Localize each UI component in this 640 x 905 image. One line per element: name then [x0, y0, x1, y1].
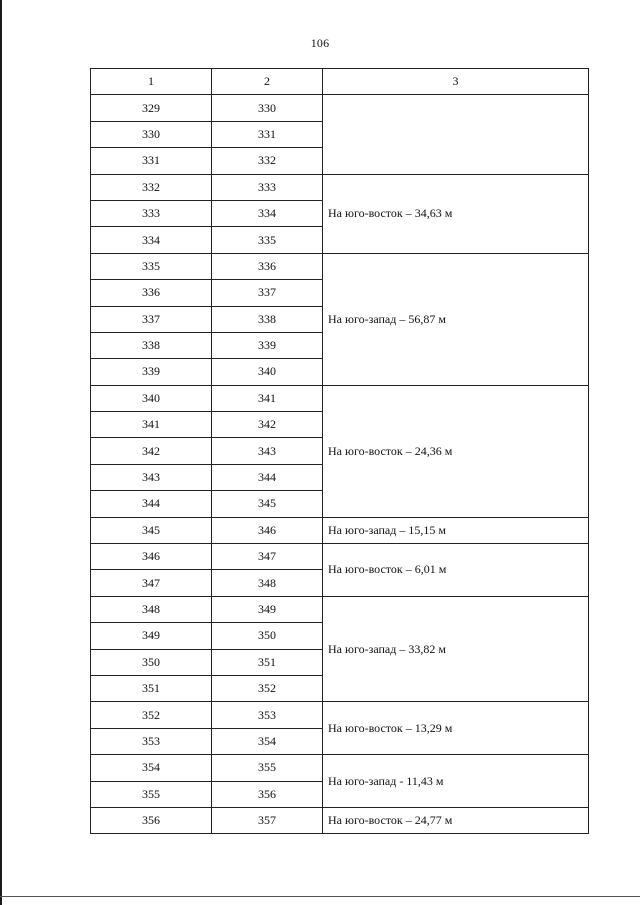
direction-distance-cell: На юго-запад – 33,82 м — [323, 596, 589, 702]
table-row — [91, 702, 589, 728]
point-to-cell: 349 — [212, 596, 323, 622]
table-row — [91, 517, 589, 543]
direction-distance-cell — [323, 95, 589, 174]
table-row — [91, 544, 589, 570]
point-to-cell: 339 — [212, 332, 323, 358]
point-from-cell: 349 — [91, 623, 212, 649]
point-from-cell: 353 — [91, 728, 212, 754]
column-header: 3 — [323, 69, 589, 95]
point-from-cell: 342 — [91, 438, 212, 464]
scan-edge-line — [0, 0, 2, 905]
point-from-cell: 341 — [91, 412, 212, 438]
point-from-cell: 330 — [91, 121, 212, 147]
table-header-row — [91, 69, 589, 95]
point-to-cell: 350 — [212, 623, 323, 649]
point-to-cell: 332 — [212, 148, 323, 174]
point-from-cell: 355 — [91, 781, 212, 807]
point-to-cell: 351 — [212, 649, 323, 675]
point-from-cell: 331 — [91, 148, 212, 174]
point-from-cell: 340 — [91, 385, 212, 411]
point-from-cell: 347 — [91, 570, 212, 596]
direction-distance-cell: На юго-запад – 56,87 м — [323, 253, 589, 385]
direction-distance-cell: На юго-восток – 24,77 м — [323, 807, 589, 833]
page-bottom-line — [0, 896, 640, 897]
point-from-cell: 351 — [91, 675, 212, 701]
point-from-cell: 356 — [91, 807, 212, 833]
point-from-cell: 332 — [91, 174, 212, 200]
point-to-cell: 342 — [212, 412, 323, 438]
direction-distance-cell: На юго-восток – 6,01 м — [323, 544, 589, 597]
point-from-cell: 336 — [91, 280, 212, 306]
point-from-cell: 335 — [91, 253, 212, 279]
column-header: 1 — [91, 69, 212, 95]
table-row — [91, 807, 589, 833]
point-to-cell: 346 — [212, 517, 323, 543]
point-to-cell: 355 — [212, 755, 323, 781]
point-from-cell: 329 — [91, 95, 212, 121]
point-from-cell: 334 — [91, 227, 212, 253]
point-from-cell: 339 — [91, 359, 212, 385]
direction-distance-cell: На юго-восток – 24,36 м — [323, 385, 589, 517]
point-from-cell: 354 — [91, 755, 212, 781]
table-row — [91, 253, 589, 279]
direction-distance-cell: На юго-восток – 34,63 м — [323, 174, 589, 253]
point-to-cell: 343 — [212, 438, 323, 464]
table-row — [91, 755, 589, 781]
point-from-cell: 352 — [91, 702, 212, 728]
column-header: 2 — [212, 69, 323, 95]
point-to-cell: 341 — [212, 385, 323, 411]
point-to-cell: 330 — [212, 95, 323, 121]
direction-distance-cell: На юго-запад - 11,43 м — [323, 755, 589, 808]
point-from-cell: 350 — [91, 649, 212, 675]
point-from-cell: 344 — [91, 491, 212, 517]
table-row — [91, 385, 589, 411]
point-to-cell: 348 — [212, 570, 323, 596]
point-to-cell: 352 — [212, 675, 323, 701]
point-to-cell: 344 — [212, 464, 323, 490]
table-row — [91, 95, 589, 121]
page-number: 106 — [310, 36, 330, 50]
point-from-cell: 346 — [91, 544, 212, 570]
point-from-cell: 348 — [91, 596, 212, 622]
point-to-cell: 356 — [212, 781, 323, 807]
point-from-cell: 337 — [91, 306, 212, 332]
point-from-cell: 345 — [91, 517, 212, 543]
point-from-cell: 333 — [91, 200, 212, 226]
point-to-cell: 331 — [212, 121, 323, 147]
point-to-cell: 345 — [212, 491, 323, 517]
point-to-cell: 336 — [212, 253, 323, 279]
point-to-cell: 353 — [212, 702, 323, 728]
coordinates-table — [90, 68, 589, 834]
point-to-cell: 335 — [212, 227, 323, 253]
table-row — [91, 596, 589, 622]
point-to-cell: 357 — [212, 807, 323, 833]
point-to-cell: 333 — [212, 174, 323, 200]
direction-distance-cell: На юго-запад – 15,15 м — [323, 517, 589, 543]
point-to-cell: 334 — [212, 200, 323, 226]
table-body — [91, 95, 589, 834]
point-to-cell: 337 — [212, 280, 323, 306]
point-from-cell: 343 — [91, 464, 212, 490]
direction-distance-cell: На юго-восток – 13,29 м — [323, 702, 589, 755]
point-to-cell: 354 — [212, 728, 323, 754]
point-to-cell: 347 — [212, 544, 323, 570]
point-to-cell: 340 — [212, 359, 323, 385]
point-from-cell: 338 — [91, 332, 212, 358]
point-to-cell: 338 — [212, 306, 323, 332]
table-row — [91, 174, 589, 200]
